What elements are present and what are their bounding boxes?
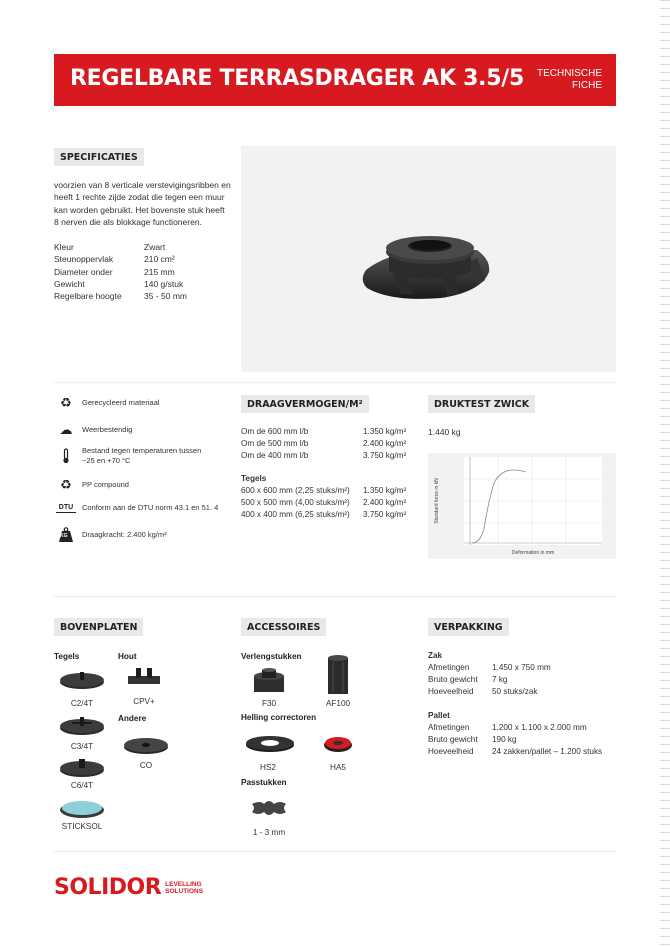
feature-text: Draagkracht: 2.400 kg/m² bbox=[82, 530, 167, 539]
f30-image bbox=[248, 666, 290, 696]
feature-text: Weerbestendig bbox=[82, 425, 133, 434]
pack-value: 50 stuks/zak bbox=[492, 687, 538, 696]
hs2-label: HS2 bbox=[260, 763, 276, 772]
tegels-row bbox=[241, 485, 406, 497]
druktest-chart-svg bbox=[428, 453, 616, 559]
terrasdrager-product-image bbox=[241, 146, 616, 372]
description-line: 8 nerven die als blokkage functioneren. bbox=[54, 217, 202, 228]
spec-row bbox=[54, 278, 187, 290]
spec-key: Regelbare hoogte bbox=[54, 291, 122, 302]
dv-key: 400 x 400 mm (6,25 stuks/m²) bbox=[241, 509, 350, 519]
subtitle-line-2: FICHE bbox=[572, 80, 602, 91]
pallet-label: Pallet bbox=[428, 711, 450, 720]
sticksol-label: STICKSOL bbox=[61, 822, 103, 831]
dv-value: 3.750 kg/m² bbox=[363, 450, 407, 460]
tegels-label: Tegels bbox=[241, 474, 267, 484]
passtukken-label: Passtukken bbox=[241, 778, 287, 787]
pallet-row bbox=[428, 722, 602, 734]
spec-value: Zwart bbox=[144, 242, 166, 252]
dv-key: Om de 500 mm l/b bbox=[241, 438, 309, 448]
verpakking-table bbox=[428, 650, 602, 758]
thermometer-icon bbox=[56, 448, 76, 464]
tegels-row bbox=[241, 497, 406, 509]
product-image-panel bbox=[241, 146, 616, 372]
cpv-plus-label: CPV+ bbox=[133, 697, 155, 706]
pack-key: Hoeveelheid bbox=[428, 747, 474, 756]
dv-value: 2.400 kg/m² bbox=[363, 438, 407, 448]
feature-pp bbox=[56, 477, 129, 493]
pack-value: 24 zakken/pallet – 1.200 stuks bbox=[492, 747, 603, 756]
spec-row bbox=[54, 241, 187, 253]
spec-value: 210 cm² bbox=[144, 254, 175, 265]
pack-value: 7 kg bbox=[492, 675, 508, 684]
pack-value: 190 kg bbox=[492, 735, 517, 744]
hout-group-label: Hout bbox=[118, 652, 137, 661]
pack-key: Hoeveelheid bbox=[428, 687, 474, 696]
spec-value: 140 g/stuk bbox=[144, 278, 184, 289]
page-title: REGELBARE TERRASDRAGER AK 3.5/5 bbox=[70, 66, 524, 91]
passtuk-label: 1 - 3 mm bbox=[252, 828, 286, 837]
pallet-row bbox=[428, 734, 602, 746]
specificaties-table bbox=[54, 241, 187, 302]
feature-weatherproof bbox=[56, 422, 132, 438]
tegels-group-label: Tegels bbox=[54, 652, 80, 661]
sticksol-plate-image bbox=[58, 797, 106, 821]
zak-row bbox=[428, 686, 602, 698]
feature-text bbox=[82, 446, 201, 466]
draagvermogen-heading: DRAAGVERMOGEN/M² bbox=[241, 395, 369, 413]
draagvermogen-row bbox=[241, 438, 406, 450]
feature-load bbox=[56, 527, 167, 543]
druktest-value: 1.440 kg bbox=[428, 427, 461, 437]
logo-tagline-line: LEVELLING bbox=[165, 880, 202, 888]
header-subtitle bbox=[537, 68, 602, 92]
bovenplaten-heading: BOVENPLATEN bbox=[54, 618, 143, 636]
feature-dtu bbox=[56, 503, 218, 513]
divider bbox=[54, 851, 616, 852]
logo-wordmark: SOLIDOR bbox=[54, 875, 162, 900]
chart-x-label: Deformation in mm bbox=[511, 550, 555, 556]
weight-icon-label: KG bbox=[60, 533, 68, 539]
pallet-row bbox=[428, 746, 602, 758]
passtuk-image bbox=[246, 796, 292, 820]
af100-image bbox=[322, 654, 354, 696]
ha5-label: HA5 bbox=[330, 763, 346, 772]
pack-value: 1.200 x 1.100 x 2.000 mm bbox=[492, 723, 587, 732]
feature-text: PP compound bbox=[82, 480, 129, 489]
cpv-plus-plate-image bbox=[124, 666, 164, 690]
dv-value: 3.750 kg/m² bbox=[363, 509, 407, 519]
zak-row bbox=[428, 674, 602, 686]
subtitle-line-1: TECHNISCHE bbox=[536, 68, 602, 79]
spec-key: Diameter onder bbox=[54, 266, 113, 277]
hs2-image bbox=[244, 734, 296, 754]
dv-key: 500 x 500 mm (4,00 stuks/m²) bbox=[241, 497, 350, 507]
andere-group-label: Andere bbox=[118, 714, 147, 723]
dv-key: Om de 600 mm l/b bbox=[241, 427, 309, 436]
cloud-icon: ☁ bbox=[59, 422, 73, 437]
spec-row bbox=[54, 253, 187, 265]
co-plate-image bbox=[122, 736, 170, 756]
c6-4t-label: C6/4T bbox=[70, 781, 94, 790]
f30-label: F30 bbox=[261, 699, 277, 708]
feature-text: Gerecycleerd materiaal bbox=[82, 398, 160, 407]
dv-key: Om de 400 mm l/b bbox=[241, 450, 309, 460]
helling-correctoren-label: Helling correctoren bbox=[241, 713, 317, 722]
c3-4t-plate-image bbox=[58, 714, 106, 738]
co-label: CO bbox=[139, 761, 153, 770]
spec-value: 215 mm bbox=[144, 266, 175, 277]
spec-value: 35 - 50 mm bbox=[144, 291, 187, 302]
spec-key: Steunoppervlak bbox=[54, 254, 114, 265]
c6-4t-plate-image bbox=[58, 756, 106, 780]
page-edge-ruler bbox=[660, 0, 670, 947]
zak-row bbox=[428, 662, 602, 674]
pp-recycle-icon: ♻ bbox=[60, 477, 72, 492]
feature-text-line: −25 en +70 °C bbox=[82, 456, 131, 465]
ha5-image bbox=[322, 734, 354, 754]
zak-label: Zak bbox=[428, 651, 443, 660]
feature-text: Conform aan de DTU norm 43.1 en 51. 4 bbox=[82, 503, 219, 512]
draagvermogen-row bbox=[241, 426, 406, 438]
chart-y-label: Standard force in kN bbox=[434, 478, 440, 524]
page-header bbox=[54, 54, 616, 106]
description-line: kan worden gebruikt. Het bovenste stuk heeft bbox=[54, 204, 225, 215]
c3-4t-label: C3/4T bbox=[70, 742, 94, 751]
feature-temperature bbox=[56, 446, 201, 466]
pack-key: Afmetingen bbox=[428, 663, 470, 672]
divider bbox=[54, 382, 616, 383]
druktest-heading: DRUKTEST ZWICK bbox=[428, 395, 535, 413]
feature-recycled bbox=[56, 395, 160, 411]
af100-label: AF100 bbox=[325, 699, 351, 708]
dv-value: 1.350 kg/m² bbox=[363, 486, 407, 496]
c2-4t-label: C2/4T bbox=[70, 699, 94, 708]
spec-key: Gewicht bbox=[54, 278, 85, 289]
spec-row bbox=[54, 290, 187, 302]
dv-value: 2.400 kg/m² bbox=[363, 497, 407, 507]
dtu-icon: DTU bbox=[56, 503, 76, 513]
logo-tagline-line: SOLUTIONS bbox=[165, 887, 204, 895]
specificaties-description bbox=[54, 179, 239, 229]
pack-key: Bruto gewicht bbox=[428, 675, 478, 684]
draagvermogen-table bbox=[241, 426, 406, 521]
draagvermogen-row bbox=[241, 450, 406, 462]
specificaties-heading: SPECIFICATIES bbox=[54, 148, 144, 166]
tegels-row bbox=[241, 509, 406, 521]
pack-value: 1.450 x 750 mm bbox=[492, 663, 551, 672]
recycle-icon: ♻ bbox=[60, 395, 72, 410]
spec-key: Kleur bbox=[54, 242, 74, 252]
feature-text-line: Bestand tegen temperaturen tussen bbox=[82, 446, 202, 455]
dv-key: 600 x 600 mm (2,25 stuks/m²) bbox=[241, 486, 350, 496]
c2-4t-plate-image bbox=[58, 668, 106, 692]
verlengstukken-label: Verlengstukken bbox=[241, 652, 302, 661]
accessoires-heading: ACCESSOIRES bbox=[241, 618, 326, 636]
description-line: heeft 1 rechte zijde zodat die tegen een muur bbox=[54, 192, 225, 203]
divider bbox=[54, 596, 616, 597]
dv-value: 1.350 kg/m² bbox=[363, 427, 407, 436]
description-line: voorzien van 8 verticale verstevigingsribben en bbox=[54, 180, 231, 190]
weight-icon bbox=[56, 527, 76, 543]
solidor-logo bbox=[54, 875, 203, 900]
spec-row bbox=[54, 266, 187, 278]
pack-key: Bruto gewicht bbox=[428, 735, 478, 744]
logo-tagline bbox=[165, 881, 203, 895]
druktest-chart bbox=[428, 453, 616, 559]
verpakking-heading: VERPAKKING bbox=[428, 618, 509, 636]
pack-key: Afmetingen bbox=[428, 723, 470, 732]
